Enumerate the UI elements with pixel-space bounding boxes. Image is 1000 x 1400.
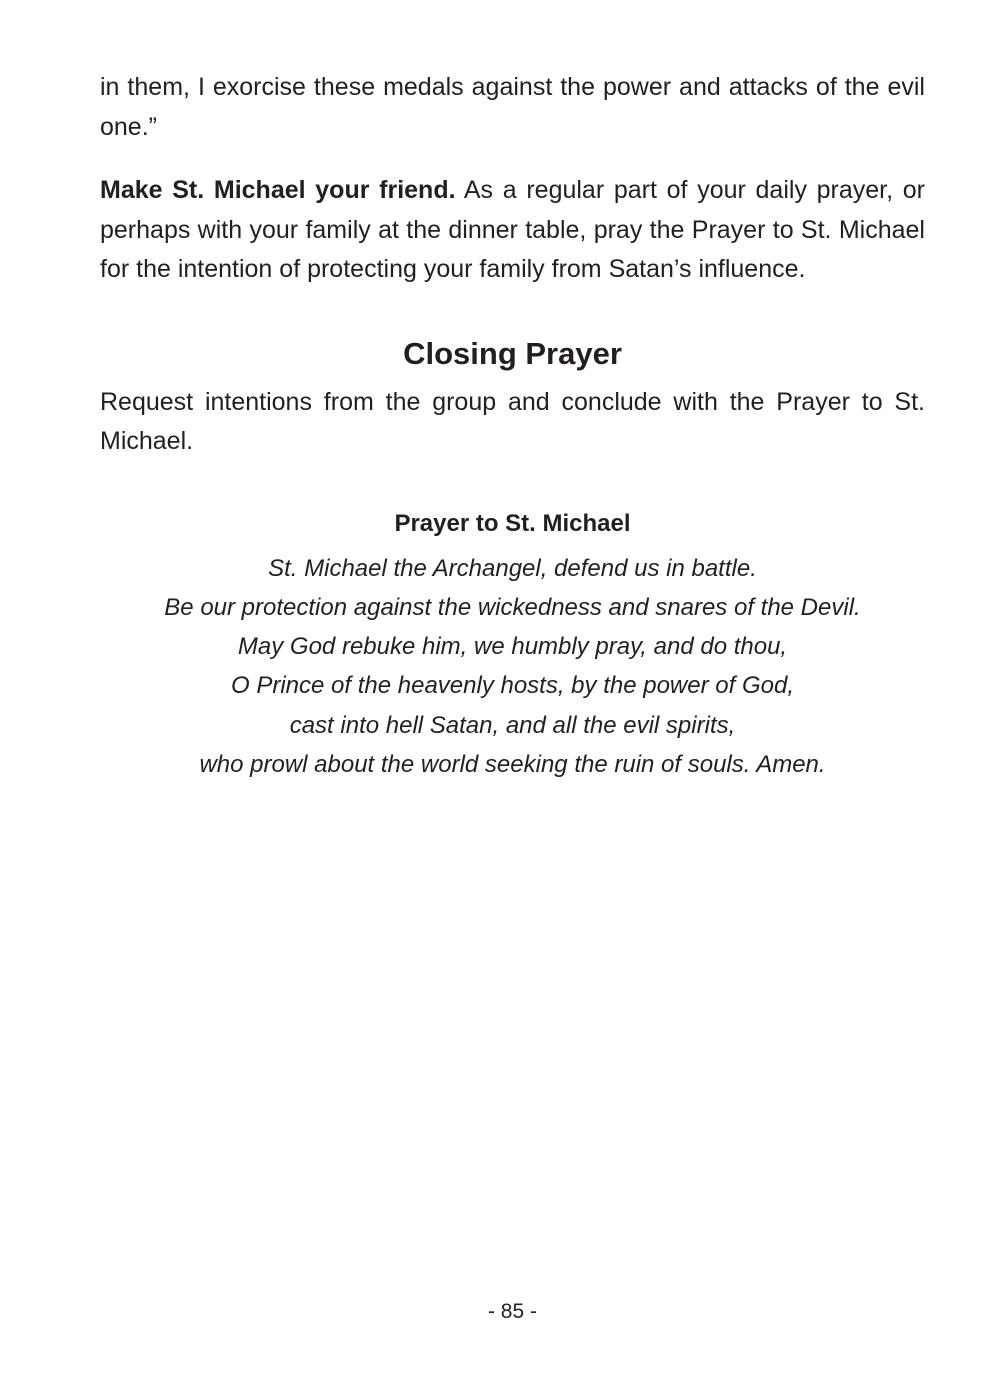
prayer-text xyxy=(100,549,925,785)
closing-prayer-heading: Closing Prayer xyxy=(403,335,622,371)
continuation-paragraph: in them, I exorcise these medals against the power and attacks of the evil one.” xyxy=(100,73,925,141)
page-number: - 85 - xyxy=(487,1300,537,1323)
closing-instructions: Request intentions from the group and conclude with the Prayer to St. Michael. xyxy=(100,387,925,455)
prayer-title: Prayer to St. Michael xyxy=(394,509,631,537)
prayer-line: Be our protection against the wickedness and snares of the Devil. xyxy=(164,593,861,621)
prayer-line: St. Michael the Archangel, defend us in battle. xyxy=(268,554,757,582)
friend-paragraph-text: As a regular part of your daily prayer, or perhaps with your family at the dinner table, pray the Prayer to St. Michael for the intention of protecting your family from Satan’s influence. xyxy=(100,176,925,283)
friend-paragraph-lead: Make St. Michael your friend. xyxy=(100,176,456,204)
friend-paragraph xyxy=(100,171,925,290)
prayer-line: O Prince of the heavenly hosts, by the power of God, xyxy=(231,672,794,700)
prayer-line: cast into hell Satan, and all the evil spirits, xyxy=(289,711,736,739)
prayer-line: who prowl about the world seeking the ruin of souls. Amen. xyxy=(199,750,826,778)
prayer-line: May God rebuke him, we humbly pray, and do thou, xyxy=(237,633,788,661)
page-content xyxy=(100,68,925,784)
